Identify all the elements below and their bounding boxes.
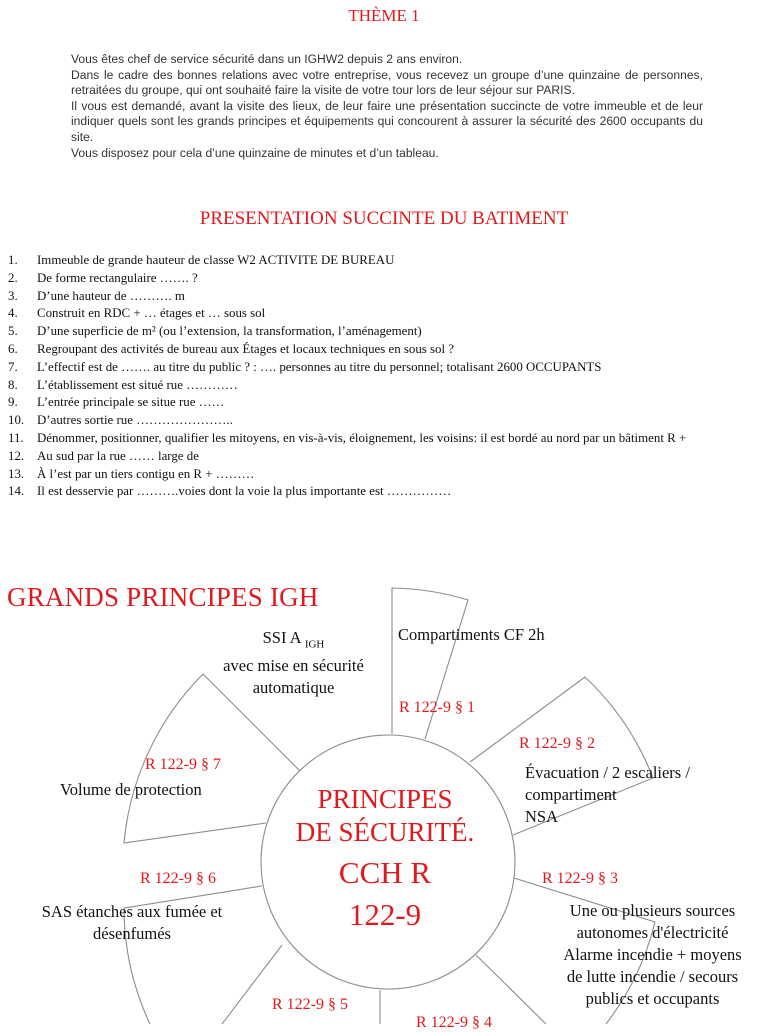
intro-paragraph: Il vous est demandé, avant la visite des lieux, de leur faire une présentation succincte de votre immeuble et de leur indiquer quels sont les grands principes et équipements qui concourent à assurer la sécurité des 2600 occupants du site. — [71, 98, 703, 144]
segment6-line1: SAS étanches aux fumée et — [41, 902, 223, 921]
list-number: 3. — [8, 288, 18, 303]
list-number: 9. — [8, 395, 18, 410]
list-number: 2. — [8, 270, 18, 285]
segment4-ref: R 122-9 § 4 — [416, 1014, 492, 1031]
segment2-line2: compartiment — [525, 785, 617, 804]
intro-paragraph: Vous disposez pour cela d’une quinzaine de minutes et d’un tableau. — [71, 145, 439, 160]
segment6-text — [12, 901, 252, 945]
ssi-label — [196, 627, 391, 699]
intro-paragraph: Vous êtes chef de service sécurité dans un IGHW2 depuis 2 ans environ. — [71, 52, 463, 66]
section-title: PRESENTATION SUCCINTE DU BATIMENT — [199, 208, 569, 229]
list-number: 7. — [8, 359, 18, 374]
list-text: De forme rectangulaire ……. ? — [37, 270, 198, 285]
segment3-ref: R 122-9 § 3 — [542, 870, 618, 887]
list-number: 10. — [8, 413, 25, 428]
segment2-line1: Évacuation / 2 escaliers / — [525, 763, 690, 782]
list-text: L’établissement est situé rue ………… — [37, 377, 238, 392]
list-number: 6. — [8, 341, 18, 356]
list-text: Il est desservie par ……….voies dont la voie la plus importante est …………… — [37, 484, 452, 499]
list-text: Dénommer, positionner, qualifier les mitoyens, en vis-à-vis, éloignement, les voisins: il est bordé au nord par un bâtiment R + — [37, 430, 687, 445]
ssi-line3: automatique — [252, 678, 335, 698]
segment2-ref: R 122-9 § 2 — [519, 735, 595, 752]
segment1-ref: R 122-9 § 1 — [399, 699, 475, 716]
list-number: 8. — [8, 377, 18, 392]
list-text: Immeuble de grande hauteur de classe W2 ACTIVITE DE BUREAU — [37, 253, 395, 267]
segment7-text: Volume de protection — [60, 780, 202, 799]
intro-paragraph: Dans le cadre des bonnes relations avec votre entreprise, vous recevez un groupe d’une quinzaine de personnes, retraitées du groupe, qui ont souhaité faire la visite de votre tour lors de leur séjour sur PARIS. — [71, 67, 703, 98]
segment3-text — [540, 900, 765, 1010]
center-line2: DE SÉCURITÉ. — [295, 817, 475, 847]
segment3-line3: Alarme incendie + moyens — [563, 945, 742, 964]
center-line1: PRINCIPES — [317, 784, 453, 814]
segment6-ref: R 122-9 § 6 — [140, 870, 216, 887]
segment3-line1: Une ou plusieurs sources — [569, 901, 736, 920]
center-title — [270, 783, 500, 933]
list-text: L’entrée principale se situe rue …… — [37, 395, 225, 410]
segment3-line2: autonomes d'électricité — [576, 923, 729, 942]
list-number: 5. — [8, 324, 18, 339]
list-number: 1. — [8, 253, 18, 267]
list-text: Regroupant des activités de bureau aux Étages et locaux techniques en sous sol ? — [37, 341, 455, 356]
ssi-line2: avec mise en sécurité — [223, 656, 364, 676]
list-number: 11. — [8, 430, 24, 445]
segment2-line3: NSA — [525, 807, 559, 826]
list-number: 4. — [8, 306, 18, 321]
list-text: Construit en RDC + … étages et … sous sol — [37, 306, 266, 321]
list-text: D’autres sortie rue ………………….. — [37, 413, 233, 428]
principles-title: GRANDS PRINCIPES IGH — [7, 582, 319, 612]
list-number: 14. — [8, 484, 25, 499]
segment3-line4: de lutte incendie / secours — [566, 967, 739, 986]
segment6-line2: désenfumés — [93, 924, 171, 943]
list-text: D’une hauteur de ………. m — [37, 288, 185, 303]
ssi-line1: SSI A — [262, 628, 305, 647]
segment1-label: Compartiments CF 2h — [398, 625, 545, 644]
segment2-text — [525, 762, 690, 828]
center-line3: CCH R — [338, 855, 432, 890]
list-number: 13. — [8, 466, 25, 481]
list-text: L’effectif est de ……. au titre du public ? : …. personnes au titre du personnel; totalisant 2600 OCCUPANTS — [37, 359, 602, 374]
segment5-ref: R 122-9 § 5 — [272, 996, 348, 1013]
theme-title: THÈME 1 — [348, 6, 420, 25]
center-line4: 122-9 — [348, 897, 422, 932]
list-text: À l’est par un tiers contigu en R + ……… — [37, 466, 255, 481]
segment3-line5: publics et occupants — [585, 989, 720, 1008]
ssi-subscript: IGH — [304, 638, 325, 651]
list-text: D’une superficie de m² (ou l’extension, la transformation, l’aménagement) — [37, 324, 422, 339]
list-number: 12. — [8, 448, 25, 463]
segment7-ref: R 122-9 § 7 — [145, 756, 221, 773]
list-text: Au sud par la rue …… large de — [37, 448, 199, 463]
